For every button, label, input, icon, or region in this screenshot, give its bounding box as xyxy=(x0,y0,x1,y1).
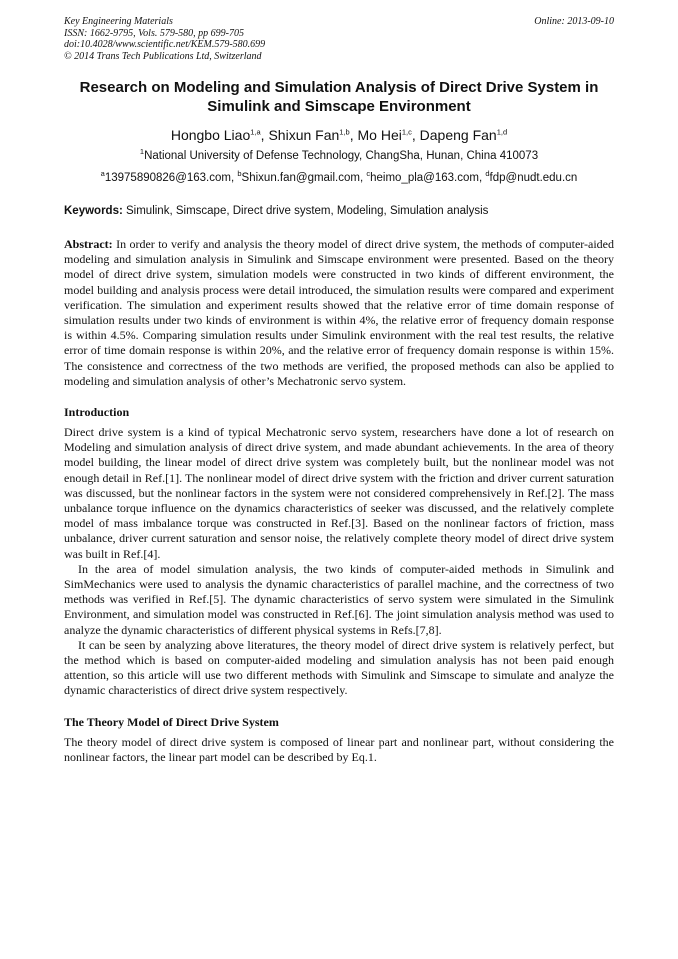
email-mark: a xyxy=(100,169,105,179)
author-list: Hongbo Liao$^{1,a}$, Shixun Fan$^{1,b}$, Mo Hei$^{1,c}$, Dapeng Fan$^{1,d}$ xyxy=(170,127,508,143)
author-name: Hongbo Liao xyxy=(170,127,251,143)
keywords-label: Keywords: xyxy=(64,205,123,217)
keywords xyxy=(64,204,614,219)
paragraph: Direct drive system is a kind of typical Mechatronic servo system, researchers have done a lot of research on Modeling and simulation analysis of direct drive system, and made abundant achievements. In the area of theory model building, the linear model of direct drive system was completely built, but the nonlinear model was not enough detail in Ref.[1]. The nonlinear model of direct drive system with the friction and driver current saturation was discussed, but the nonlinear factors in the system were not considered comprehensively in Ref.[2]. The mass unbalance torque influence on the dynamics characteristics of seeker was discussed, and the relatively complete model of mass imbalance torque was constructed in Ref.[3]. Based on the nonlinear factors of friction, mass unbalance, driver current saturation and sensor noise, the relatively complete theory model of direct drive system was built in Ref.[4]. xyxy=(64,425,614,561)
email-mark: d xyxy=(485,169,490,179)
email-address: fdp@nudt.edu.cn xyxy=(489,172,578,184)
doi-line: doi:10.4028/www.scientific.net/KEM.579-580.699 xyxy=(64,39,266,50)
author-affil-mark: 1,a xyxy=(250,127,261,137)
author-affil-mark: 1,d xyxy=(496,127,508,137)
affiliation-text: National University of Defense Technology, ChangSha, Hunan, China 410073 xyxy=(144,150,539,162)
email-address: heimo_pla@163.com xyxy=(370,172,479,184)
email-list: $^a$13975890826@163.com, $^b$Shixun.fan@gmail.com, $^c$heimo_pla@163.com, $^d$fdp@nudt.edu.cn xyxy=(100,169,578,184)
author-affil-mark: 1,c xyxy=(401,127,412,137)
issn-line: ISSN: 1662-9795, Vols. 579-580, pp 699-705 xyxy=(64,27,244,39)
introduction-body xyxy=(64,425,614,699)
abstract xyxy=(64,237,614,389)
email-mark: c xyxy=(366,169,371,179)
paragraph: The theory model of direct drive system is composed of linear part and nonlinear part, without considering the nonlinear factors, the linear part model can be described by Eq.1. xyxy=(64,734,614,764)
journal-header xyxy=(64,16,614,62)
author-name: Mo Hei xyxy=(357,127,402,143)
abstract-label: Abstract: xyxy=(64,237,113,251)
author-name: Shixun Fan xyxy=(268,127,340,143)
paper-title: Research on Modeling and Simulation Analysis of Direct Drive System in Simulink and Simscape Environment xyxy=(79,79,599,115)
paragraph: It can be seen by analyzing above literatures, the theory model of direct drive system is relatively perfect, but the method which is based on computer-aided modeling and simulation analysis has not been paid enough attention, so this article will use two different methods with Simulink and Simscape to simulate and analyze the dynamic characteristics of direct drive system respectively. xyxy=(64,637,614,698)
copyright-line: © 2014 Trans Tech Publications Ltd, Switzerland xyxy=(64,50,262,62)
author-name: Dapeng Fan xyxy=(419,127,497,143)
abstract-text: In order to verify and analysis the theory model of direct drive system, the methods of computer-aided modeling and simulation analysis in Simulink and Simscape environment were presented. Based on the theory model of direct drive system, simulation models were constructed in two kinds of different environment, the model building and analysis process were detail introduced, the simulation results were compared and experiment verification. The simulation and experiment results showed that the relative error of time domain response of simulation results under two kinds of environment is within 4%, the relative error of frequency domain response is within 4.5%. Comparing simulation results under Simulink environment with the real test results, the relative error of time domain response is within 20%, and the relative error of frequency domain response is within 15%. The consistence and correctness of the two methods are verified, the proposed methods can also be applied to modeling and simulation analysis of other’s Mechatronic servo system. xyxy=(64,237,615,388)
author-affil-mark: 1,b xyxy=(339,127,350,137)
journal-name: Key Engineering Materials xyxy=(64,16,173,27)
email-mark: b xyxy=(237,169,242,179)
section-heading-introduction: Introduction xyxy=(64,405,130,420)
affiliation-mark: 1 xyxy=(139,147,145,157)
keywords-text: Simulink, Simscape, Direct drive system, Modeling, Simulation analysis xyxy=(126,205,489,217)
online-date: Online: 2013-09-10 xyxy=(534,16,614,27)
email-address: 13975890826@163.com xyxy=(104,172,231,184)
email-address: Shixun.fan@gmail.com xyxy=(241,172,360,184)
theory-body xyxy=(64,735,614,765)
section-heading-theory-model: The Theory Model of Direct Drive System xyxy=(64,714,279,729)
affiliation xyxy=(64,149,614,164)
paragraph: In the area of model simulation analysis, the two kinds of computer-aided methods in Simulink and SimMechanics were used to analysis the dynamic characteristics of parallel machine, and the correctness of two methods was verified in Ref.[5]. The dynamic characteristics of servo system were simulated in the Simulink Environment, and simulation model was constructed in Ref.[6]. The joint simulation analysis method was used to analyze the dynamic characteristics of different physical systems in Refs.[7,8]. xyxy=(64,561,614,637)
